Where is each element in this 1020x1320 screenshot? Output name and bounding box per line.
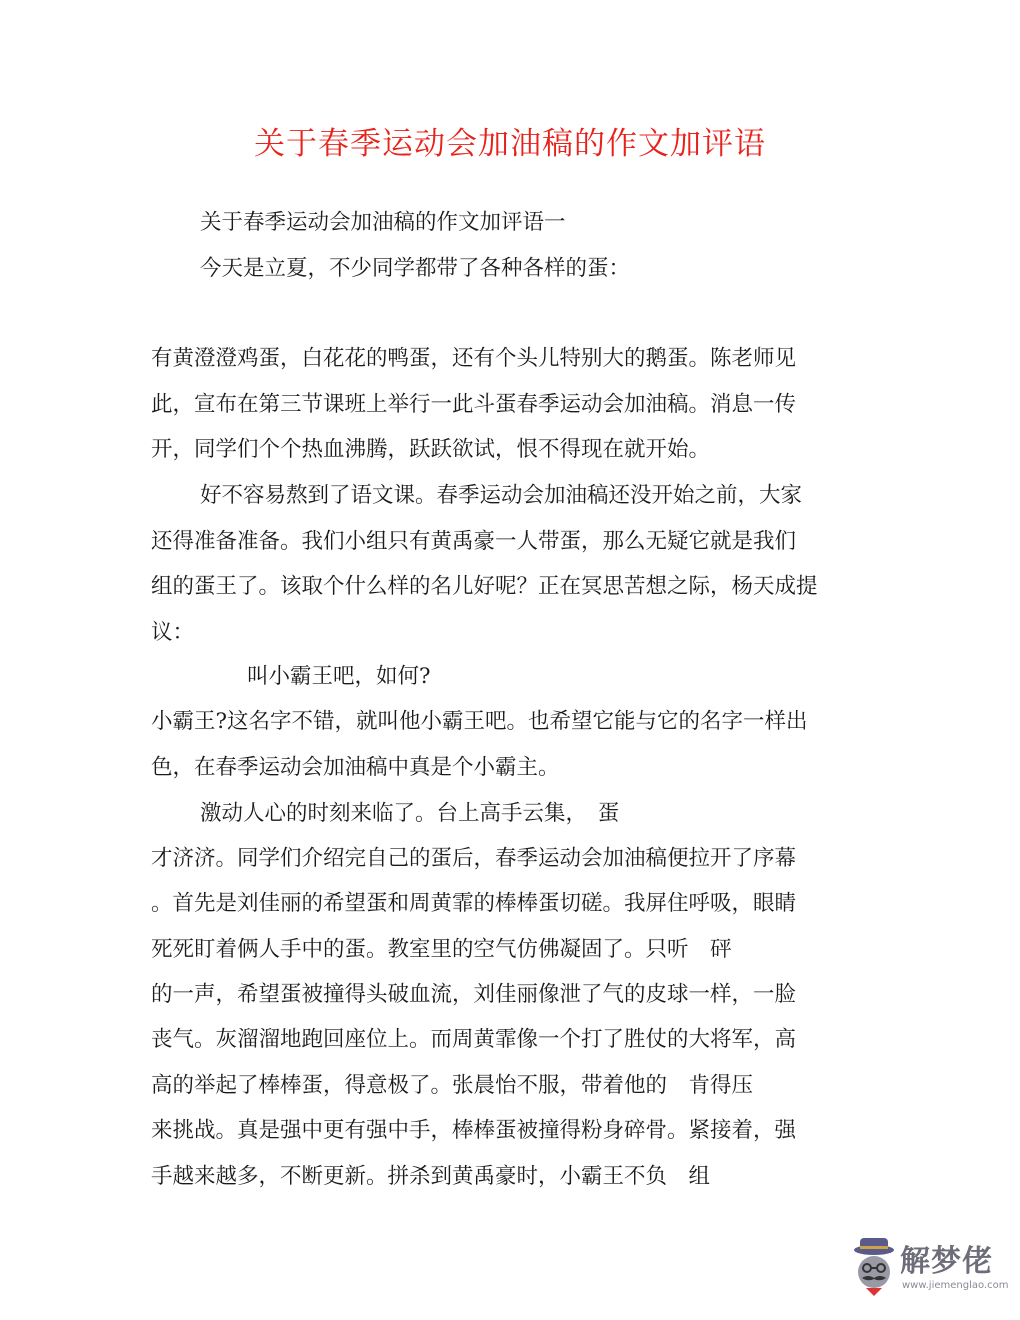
text-line: 死死盯着俩人手中的蛋。教室里的空气仿佛凝固了。只听 砰 [151,937,732,962]
text-line: 组的蛋王了。该取个什么样的名儿好呢？正在冥思苦想之际，杨天成提 [151,574,818,599]
watermark [848,1232,1008,1308]
text-line: 今天是立夏，不少同学都带了各种各样的蛋： [200,256,631,281]
text-line: 丧气。灰溜溜地跑回座位上。而周黄霏像一个打了胜仗的大将军，高 [151,1027,797,1052]
watermark-text: 解梦佬 [900,1244,993,1279]
text-line: 才济济。同学们介绍完自己的蛋后，春季运动会加油稿便拉开了序幕 [151,846,797,871]
text-line: 好不容易熬到了语文课。春季运动会加油稿还没开始之前，大家 [200,483,803,508]
text-line: 此，宣布在第三节课班上举行一此斗蛋春季运动会加油稿。消息一传 [151,392,797,417]
text-line: 关于春季运动会加油稿的作文加评语一 [200,210,566,235]
text-line: 叫小霸王吧，如何? [247,664,431,689]
text-line: 的一声，希望蛋被撞得头破血流，刘佳丽像泄了气的皮球一样，一脸 [151,982,797,1007]
text-line: 手越来越多，不断更新。拼杀到黄禹豪时，小霸王不负 组 [151,1164,711,1189]
text-line: 高的举起了棒棒蛋，得意极了。张晨怡不服，带着他的 肯得压 [151,1073,754,1098]
text-line: 开，同学们个个热血沸腾，跃跃欲试，恨不得现在就开始。 [151,437,711,462]
text-line: 激动人心的时刻来临了。台上高手云集， 蛋 [200,801,620,826]
text-line: 色，在春季运动会加油稿中真是个小霸主。 [151,755,560,780]
text-line: 有黄澄澄鸡蛋，白花花的鸭蛋，还有个头儿特别大的鹅蛋。陈老师见 [151,346,797,371]
document-title: 关于春季运动会加油稿的作文加评语 [254,126,766,162]
mustache-face-logo-icon [848,1232,900,1304]
watermark-url: www.jiemenglao.com [902,1280,1009,1291]
text-line: 还得准备准备。我们小组只有黄禹豪一人带蛋，那么无疑它就是我们 [151,529,797,554]
text-line: 。首先是刘佳丽的希望蛋和周黄霏的棒棒蛋切磋。我屏住呼吸，眼睛 [151,891,797,916]
text-line: 小霸王?这名字不错，就叫他小霸王吧。也希望它能与它的名字一样出 [151,709,808,734]
text-line: 来挑战。真是强中更有强中手，棒棒蛋被撞得粉身碎骨。紧接着，强 [151,1118,797,1143]
text-line: 议： [151,620,195,645]
